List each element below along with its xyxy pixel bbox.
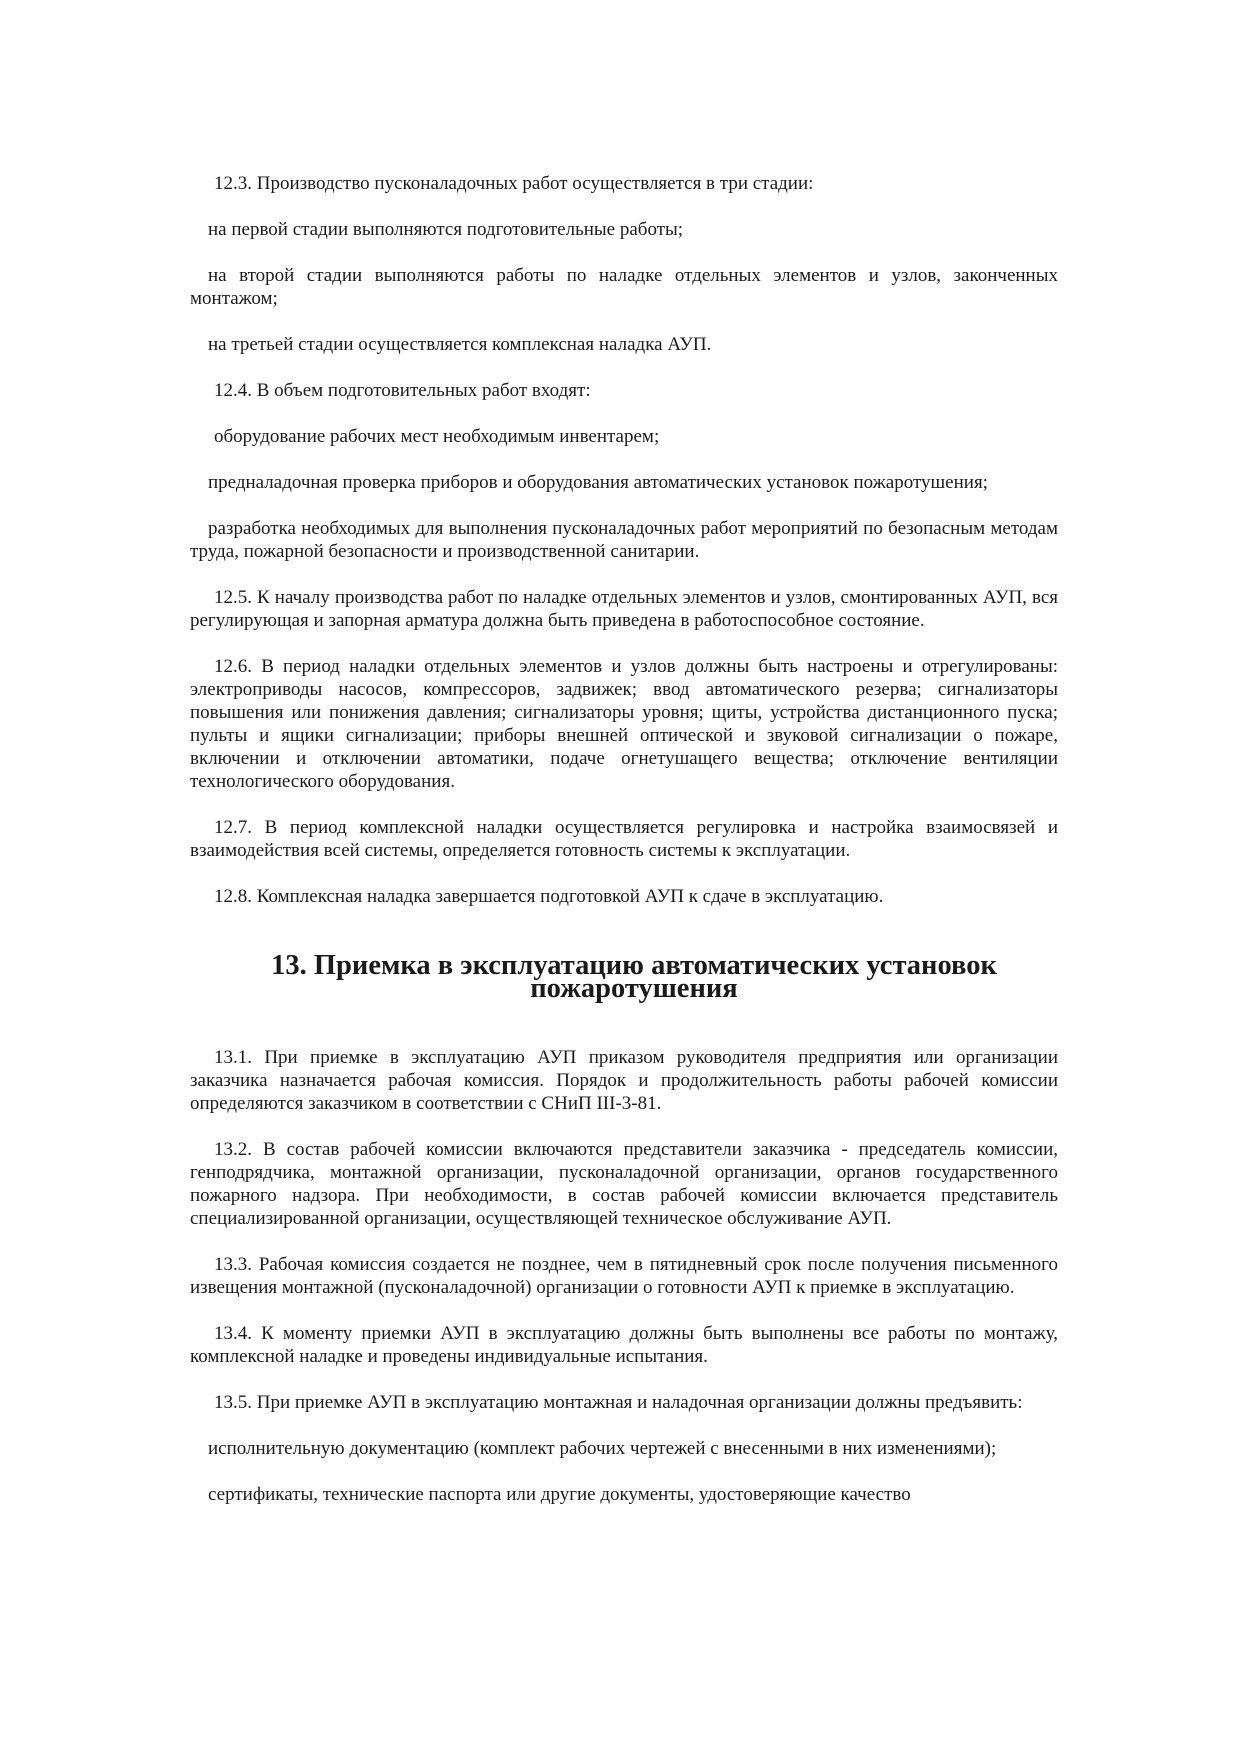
paragraph-12-3: 12.3. Производство пусконаладочных работ осуществляется в три стадии: [214, 173, 814, 194]
list-item-certificates: сертификаты, технические паспорта или другие документы, удостоверяющие качество [208, 1484, 911, 1505]
paragraph-13-2: 13.2. В состав рабочей комиссии включаются представители заказчика - председатель комиссии, генподрядчика, монтажной организации, пусконаладочной организации, органов государственного пожарного надзора. При необходимости, в состав рабочей комиссии включается представитель специализированной организации, осуществляющей техническое обслуживание АУП. [190, 1139, 1058, 1229]
paragraph-12-4: 12.4. В объем подготовительных работ входят: [214, 380, 591, 401]
list-item-stage-2: на второй стадии выполняются работы по наладке отдельных элементов и узлов, законченных монтажом; [190, 265, 1058, 309]
paragraph-13-5: 13.5. При приемке АУП в эксплуатацию монтажная и наладочная организации должны предъявить: [214, 1392, 1023, 1413]
paragraph-12-6: 12.6. В период наладки отдельных элементов и узлов должны быть настроены и отрегулированы: электроприводы насосов, компрессоров, задвижек; ввод автоматического резерва; сигнализаторы повышения или понижения давления; сигнализаторы уровня; щиты, устройства дистанционного пуска; пульты и ящики сигнализации; приборы внешней оптической и звуковой сигнализации о пожаре, включении и отключении автоматики, подаче огнетушащего вещества; отключение вентиляции технологического оборудования. [190, 656, 1058, 792]
paragraph-13-3: 13.3. Рабочая комиссия создается не позднее, чем в пятидневный срок после получения письменного извещения монтажной (пусконаладочной) организации о готовности АУП к приемке в эксплуатацию. [190, 1254, 1058, 1298]
paragraph-12-7: 12.7. В период комплексной наладки осуществляется регулировка и настройка взаимосвязей и взаимодействия всей системы, определяется готовность системы к эксплуатации. [190, 817, 1058, 861]
list-item-stage-1: на первой стадии выполняются подготовительные работы; [208, 219, 684, 240]
list-item-stage-3: на третьей стадии осуществляется комплексная наладка АУП. [208, 334, 712, 355]
list-item-precheck: предналадочная проверка приборов и оборудования автоматических установок пожаротушения; [208, 472, 988, 493]
section-13-body [190, 1046, 1058, 1506]
section-13-heading: 13. Приемка в эксплуатацию автоматических установок пожаротушения [271, 950, 997, 1004]
paragraph-12-8: 12.8. Комплексная наладка завершается подготовкой АУП к сдаче в эксплуатацию. [214, 886, 884, 907]
paragraph-13-1: 13.1. При приемке в эксплуатацию АУП приказом руководителя предприятия или организации заказчика назначается рабочая комиссия. Порядок и продолжительность работы рабочей комиссии определяются заказчиком в соответствии с СНиП III-3-81. [190, 1047, 1058, 1114]
document-page [190, 172, 1058, 1529]
list-item-safety-measures: разработка необходимых для выполнения пусконаладочных работ мероприятий по безопасным методам труда, пожарной безопасности и производственной санитарии. [190, 518, 1058, 562]
paragraph-12-5: 12.5. К началу производства работ по наладке отдельных элементов и узлов, смонтированных АУП, вся регулирующая и запорная арматура должна быть приведена в работоспособное состояние. [190, 587, 1058, 631]
list-item-as-built-docs: исполнительную документацию (комплект рабочих чертежей с внесенными в них изменениями); [208, 1438, 997, 1459]
section-12-body [190, 172, 1058, 908]
paragraph-13-4: 13.4. К моменту приемки АУП в эксплуатацию должны быть выполнены все работы по монтажу, комплексной наладке и проведены индивидуальные испытания. [190, 1323, 1058, 1367]
list-item-workplace: оборудование рабочих мест необходимым инвентарем; [214, 426, 660, 447]
